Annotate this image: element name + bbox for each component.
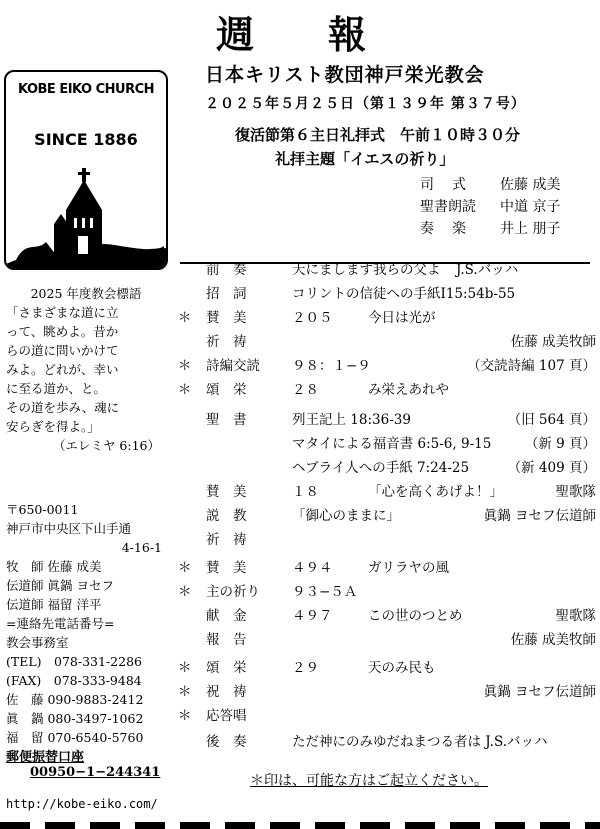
- program-item-title: 天のみ民も: [368, 660, 436, 676]
- program-item-leader: （新 409 頁）: [507, 460, 596, 476]
- church-name: 日本キリスト教団神戸栄光教会: [205, 64, 485, 86]
- program-item-title: 「心を高くあげよ！」: [368, 484, 503, 500]
- program-item-name: 頌 栄: [206, 660, 247, 676]
- program-item-title: ガリラヤの風: [368, 560, 449, 576]
- motto-line: って、眺めよ。昔か: [6, 324, 119, 339]
- bottom-border: [0, 822, 600, 829]
- contact-line: 福 留 070-6540-5760: [6, 730, 144, 745]
- contact-line: 〒650-0011: [6, 502, 79, 517]
- program-item-name: 応答唱: [206, 708, 247, 724]
- program-item-name: 賛 美: [206, 560, 247, 576]
- program-item-name: 主の祈り: [206, 584, 260, 600]
- program-item-detail: コリントの信徒への手紙Ⅰ15:54b-55: [292, 286, 516, 302]
- program-item-detail: ２８: [292, 382, 319, 398]
- program-item-detail: 「御心のままに」: [292, 508, 400, 524]
- postal-transfer: [6, 746, 160, 780]
- standing-note: ＊印は、可能な方はご起立ください。: [250, 773, 488, 789]
- program-row: [178, 528, 596, 552]
- program-item-name: 頌 栄: [206, 382, 247, 398]
- standing-marker: ＊: [178, 358, 192, 374]
- church-logo: [4, 70, 168, 270]
- program-item-detail: ４９７: [292, 608, 333, 624]
- program-row: [178, 580, 596, 604]
- motto-line: その道を歩み、魂に: [6, 400, 120, 415]
- program-item-title: み栄えあれや: [368, 382, 449, 398]
- program-item-name: 聖 書: [206, 412, 247, 428]
- staff-role: 奏 楽: [420, 221, 468, 237]
- program-item-leader: 佐藤 成美牧師: [510, 632, 596, 648]
- program-item-detail: ２０５: [292, 310, 333, 326]
- logo-since: SINCE 1886: [34, 130, 138, 149]
- program-item-name: 賛 美: [206, 484, 247, 500]
- motto-line: に至る道か、と。: [6, 381, 107, 396]
- staff-role: 司 式: [420, 177, 468, 193]
- program-item-name: 祝 祷: [206, 684, 247, 700]
- contact-line: (TEL) 078-331-2286: [6, 654, 142, 669]
- staff-role: 聖書朗読: [420, 199, 476, 215]
- program-item-detail: ９８：１−９: [292, 358, 371, 374]
- staff-row: [420, 174, 560, 194]
- program-row: [178, 258, 596, 282]
- program-item-title: この世のつとめ: [368, 608, 463, 624]
- program-item-leader: 聖歌隊: [555, 608, 596, 624]
- program-item-leader: （新 9 頁）: [524, 436, 596, 452]
- standing-marker: ＊: [178, 584, 192, 600]
- program-item-name: 報 告: [206, 632, 247, 648]
- bulletin-date: ２０２５年５月２５日（第１３９年 第３７号）: [205, 96, 526, 112]
- staff-row: [420, 218, 560, 238]
- program-row: [178, 408, 596, 432]
- program-row: [178, 504, 596, 528]
- church-icon: [6, 160, 166, 268]
- program-row: [178, 656, 596, 680]
- program-row: [178, 432, 596, 456]
- program-item-leader: 佐藤 成美牧師: [510, 334, 596, 350]
- program-item-detail: ただ神にのみゆだねまつる者は J.S.バッハ: [292, 734, 548, 750]
- motto-heading: 2025 年度教会標語: [30, 286, 142, 301]
- program-item-leader: （旧 564 頁）: [507, 412, 596, 428]
- contact-info: [6, 500, 176, 747]
- postal-label: 郵便振替口座: [6, 750, 85, 765]
- contact-line: 牧 師 佐藤 成美: [6, 559, 102, 574]
- staff-person: 佐藤 成美: [500, 177, 561, 193]
- program-item-detail: ヘブライ人への手紙 7:24-25: [292, 460, 470, 476]
- program-row: [178, 604, 596, 628]
- program-row: [178, 456, 596, 480]
- program-item-detail: ４９４: [292, 560, 333, 576]
- program-item-name: 前 奏: [206, 262, 247, 278]
- postal-number: 00950−1−244341: [30, 765, 161, 780]
- program-row: [178, 306, 596, 330]
- bulletin-title: 週 報: [215, 12, 384, 57]
- motto-source: （エレミヤ 6:16）: [52, 438, 160, 453]
- program-row: [178, 282, 596, 306]
- contact-line: 教会事務室: [6, 635, 69, 650]
- standing-marker: ＊: [178, 660, 192, 676]
- program-item-leader: （交読詩編 107 頁）: [467, 358, 596, 374]
- contact-line: 伝道師 福留 洋平: [6, 597, 102, 612]
- program-item-name: 後 奏: [206, 734, 247, 750]
- program-row: [178, 330, 596, 354]
- program-row: [178, 628, 596, 652]
- motto-line: みよ。どれが、幸い: [6, 362, 119, 377]
- program-item-name: 賛 美: [206, 310, 247, 326]
- program-item-name: 祈 祷: [206, 532, 247, 548]
- service-title: 復活節第６主日礼拝式 午前１０時３０分: [235, 126, 521, 144]
- contact-line: 佐 藤 090-9883-2412: [6, 692, 144, 707]
- program-item-title: 今日は光が: [368, 310, 436, 326]
- program-item-detail: ９３−５Ａ: [292, 584, 358, 600]
- logo-name: KOBE EIKO CHURCH: [17, 82, 155, 97]
- service-theme: 礼拝主題「イエスの祈り」: [275, 150, 455, 168]
- annual-motto: [6, 284, 166, 455]
- program-item-title: J.S.バッハ: [456, 262, 519, 278]
- program-item-name: 説 教: [206, 508, 247, 524]
- standing-marker: ＊: [178, 708, 192, 724]
- program-row: [178, 378, 596, 402]
- staff-person: 中道 京子: [500, 199, 561, 215]
- program-row: [178, 680, 596, 704]
- program-row: [178, 730, 596, 754]
- standing-marker: ＊: [178, 560, 192, 576]
- program-item-name: 献 金: [206, 608, 247, 624]
- contact-line: (FAX) 078-333-9484: [6, 673, 142, 688]
- program-row: [178, 480, 596, 504]
- contact-line: 4-16-1: [121, 540, 162, 555]
- program-row: [178, 556, 596, 580]
- website-link[interactable]: http://kobe-eiko.com/: [6, 797, 158, 811]
- motto-line: 「さまざまな道に立: [6, 305, 119, 320]
- motto-line: らの道に問いかけて: [6, 343, 119, 358]
- standing-marker: ＊: [178, 382, 192, 398]
- program-row: [178, 704, 596, 728]
- contact-line: 眞 鍋 080-3497-1062: [6, 711, 144, 726]
- contact-line: =連絡先電話番号=: [6, 616, 115, 631]
- standing-marker: ＊: [178, 310, 192, 326]
- program-item-detail: 列王記上 18:36-39: [292, 412, 411, 428]
- contact-line: 神戸市中央区下山手通: [6, 521, 132, 536]
- program-item-leader: 聖歌隊: [555, 484, 596, 500]
- program-row: [178, 354, 596, 378]
- motto-line: 安らぎを得よ。」: [6, 419, 100, 434]
- program-item-detail: 天にまします我らの父よ: [292, 262, 441, 278]
- staff-person: 井上 朋子: [500, 221, 561, 237]
- program-item-name: 招 詞: [206, 286, 247, 302]
- staff-row: [420, 196, 560, 216]
- program-item-leader: 眞鍋 ヨセフ伝道師: [483, 684, 596, 700]
- program-item-detail: ２９: [292, 660, 319, 676]
- program-item-detail: マタイによる福音書 6:5-6, 9-15: [292, 436, 492, 452]
- standing-marker: ＊: [178, 684, 192, 700]
- contact-line: 伝道師 眞鍋 ヨセフ: [6, 578, 114, 593]
- program-item-leader: 眞鍋 ヨセフ伝道師: [483, 508, 596, 524]
- program-item-detail: １８: [292, 484, 319, 500]
- program-item-name: 詩編交読: [206, 358, 260, 374]
- program-item-name: 祈 祷: [206, 334, 247, 350]
